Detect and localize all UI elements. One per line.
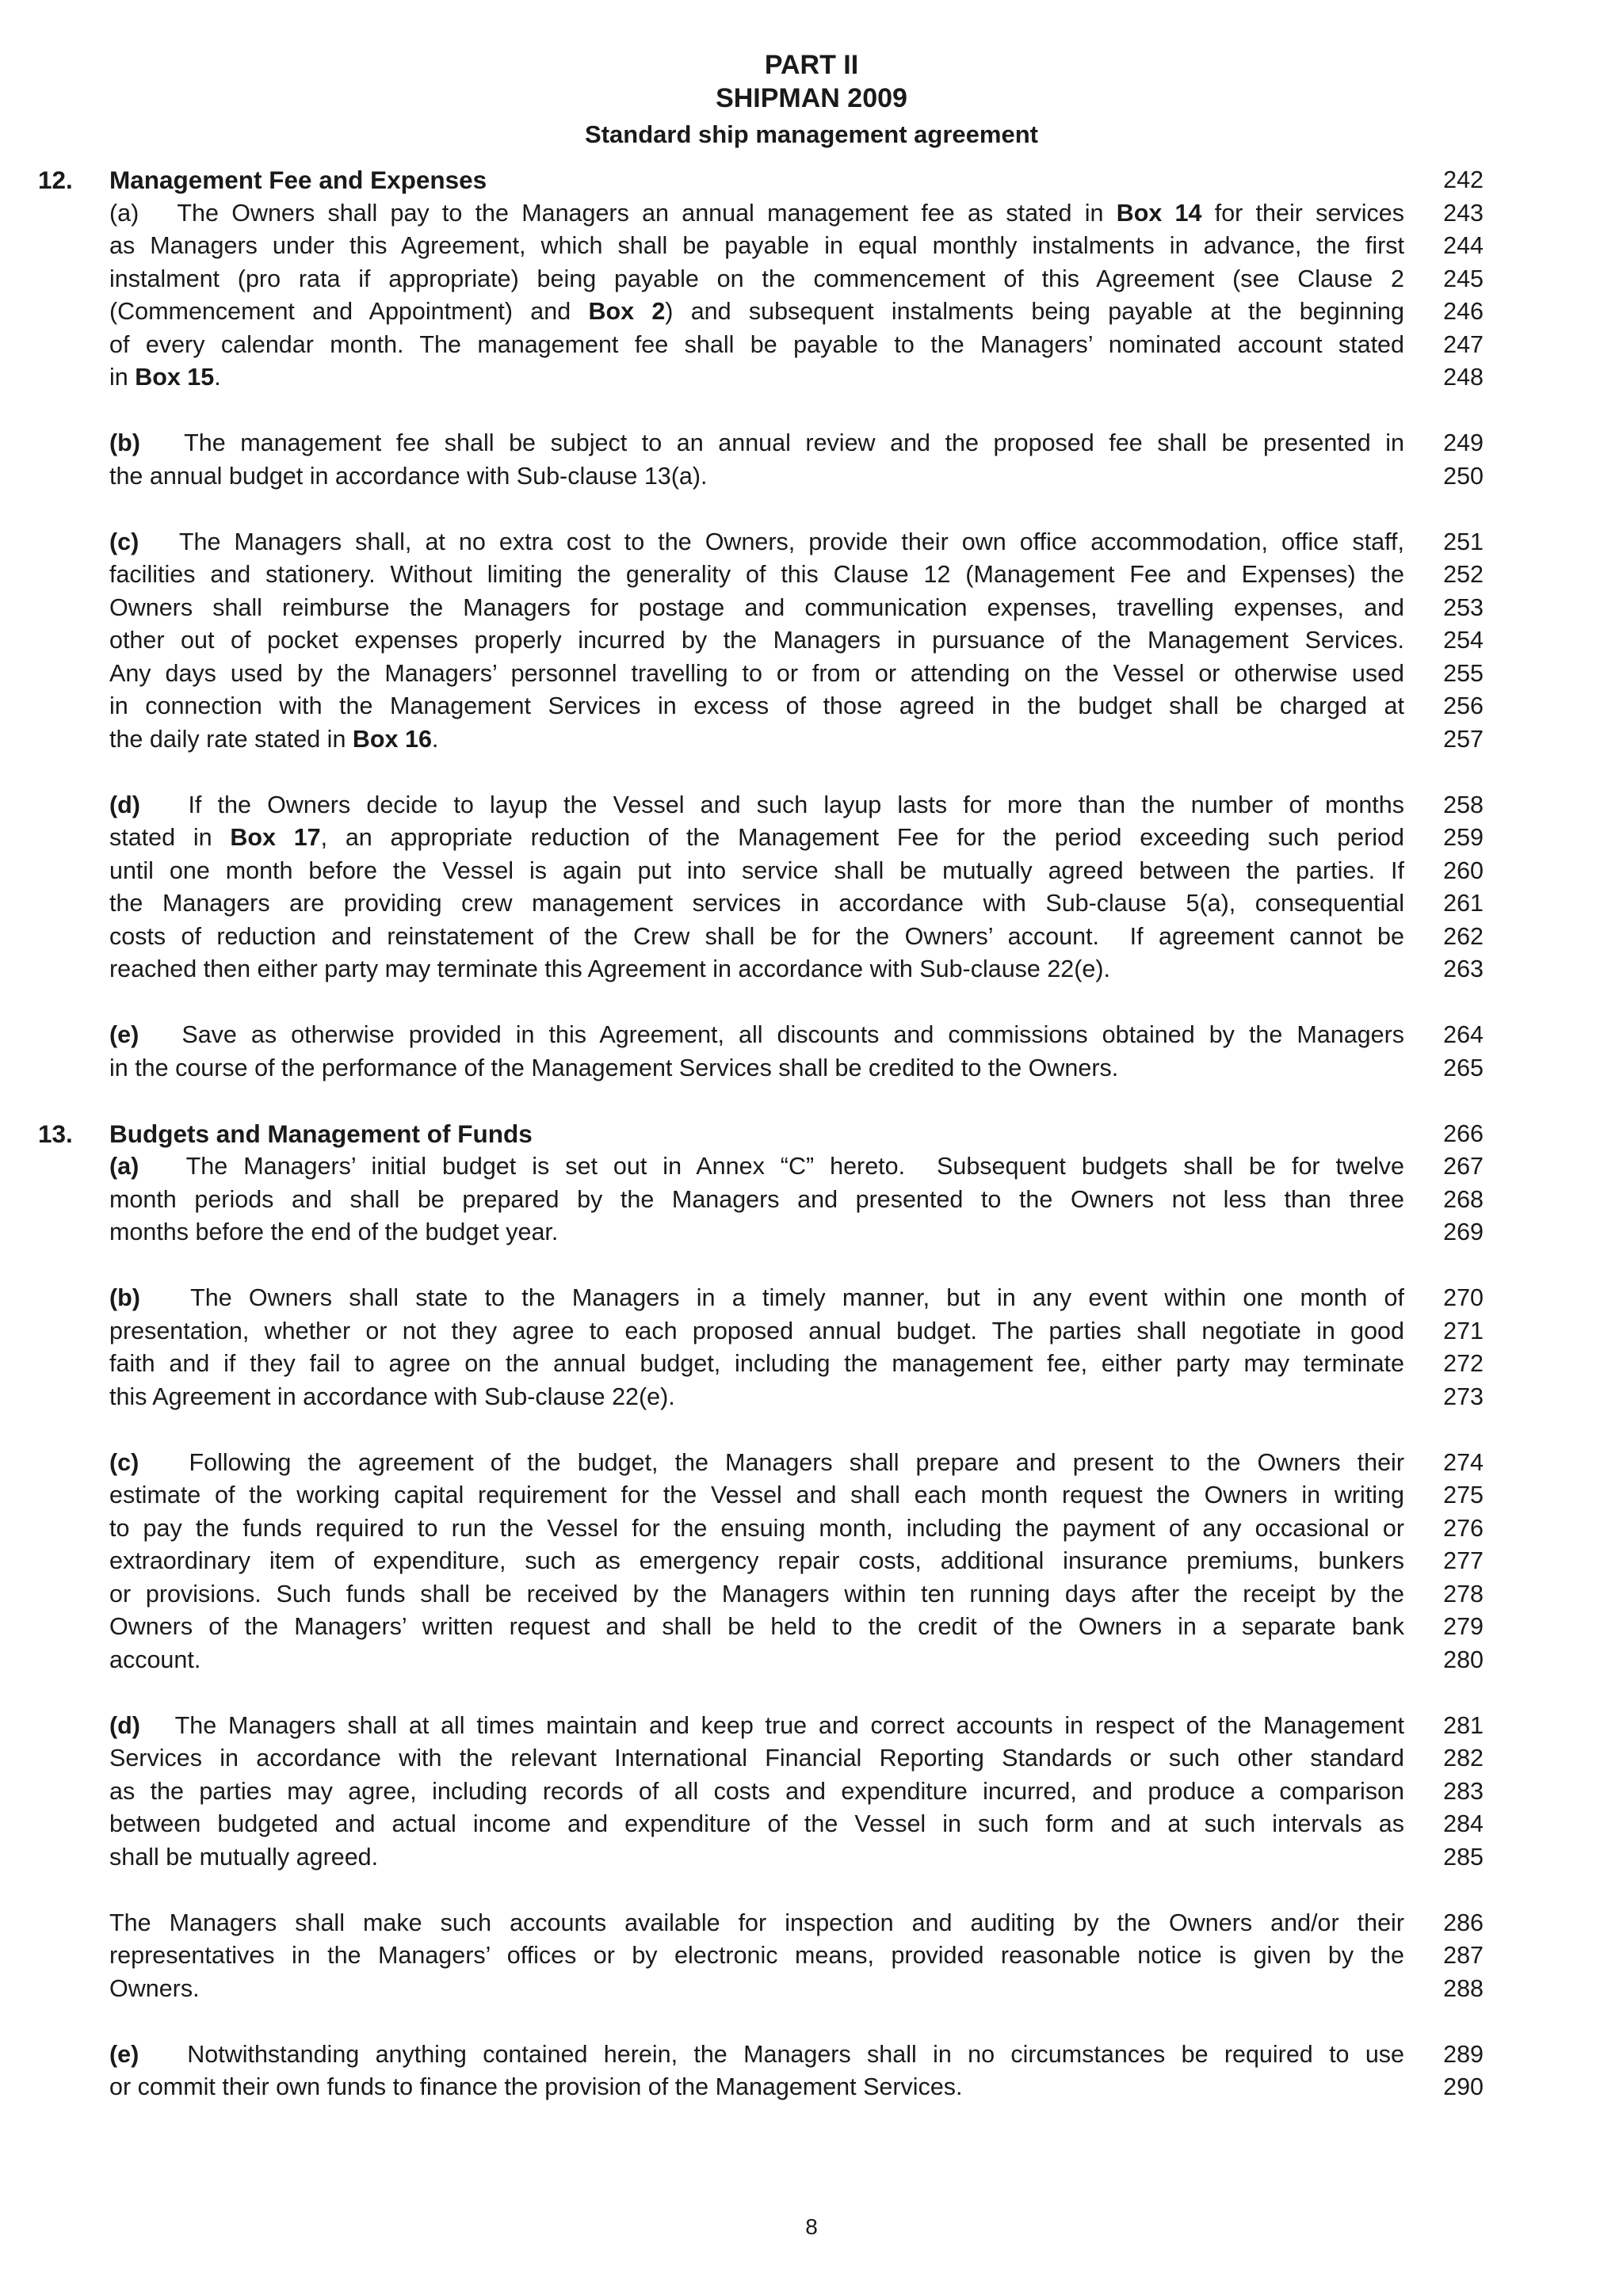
line-text [109,1545,1404,1578]
text-segment: The management fee shall be subject to an annual review and the proposed fee shall be presented in [139,429,1404,456]
text-segment: instalment (pro rata if appropriate) being payable on the commencement of this Agreement (see Clause 2 [109,265,1404,292]
line-text [109,855,1404,888]
line-number: 275 [1443,1482,1484,1508]
line-number: 260 [1443,856,1484,884]
line-text [109,1381,1404,1414]
text-line [0,1479,1623,1512]
line-number: 279 [1443,1613,1484,1640]
line-number: 277 [1443,1547,1484,1574]
line-text [109,624,1404,658]
line-number: 286 [1443,1909,1484,1936]
text-line [0,1841,1623,1875]
bold-text: Box 14 [1116,199,1202,227]
bold-text: (e) [109,1021,139,1048]
text-line [0,1282,1623,1315]
line-text [109,329,1404,362]
line-text [109,789,1404,822]
document-subtitle: Standard ship management agreement [585,120,1038,148]
line-text [109,1973,1404,2006]
subclause-12b [0,427,1623,493]
text-segment: Any days used by the Managers’ personnel travelling to or from or attending on the Vessel or otherwise used [109,659,1404,687]
line-text [109,1216,1404,1249]
line-number: 244 [1443,232,1484,259]
text-segment: other out of pocket expenses properly incurred by the Managers in pursuance of the Management Services. [109,627,1404,654]
text-line [0,361,1623,395]
line-number: 287 [1443,1942,1484,1969]
line-number: 273 [1443,1383,1484,1410]
text-segment: The Managers’ initial budget is set out in Annex “C” hereto. Subsequent budgets shall be for twelve [139,1153,1404,1180]
line-number: 262 [1443,922,1484,950]
text-line [0,1184,1623,1217]
text-line [0,1710,1623,1743]
line-number: 290 [1443,2073,1484,2100]
text-line [0,1578,1623,1611]
bold-text: (c) [109,1448,139,1476]
line-number: 243 [1443,199,1484,227]
line-number: 259 [1443,824,1484,851]
text-segment: . [214,364,221,391]
text-segment: account. [109,1646,201,1673]
text-segment: presentation, whether or not they agree to each proposed annual budget. The parties shall negotiate in good [109,1317,1404,1344]
text-segment: The Managers shall, at no extra cost to the Owners, provide their own office accommodation, office staff, [139,528,1404,555]
text-line [0,230,1623,263]
line-text [109,1841,1404,1875]
line-text [109,197,1404,231]
line-number: 266 [1443,1119,1484,1147]
line-number: 284 [1443,1810,1484,1837]
line-text [109,921,1404,954]
agreement-body [0,164,1623,2104]
line-number: 264 [1443,1021,1484,1048]
line-text [109,2039,1404,2072]
line-text [109,658,1404,691]
text-segment: the annual budget in accordance with Sub-clause 13(a). [109,462,708,490]
text-segment: Owners. [109,1974,200,2002]
text-segment: (a) The Owners shall pay to the Managers an annual management fee as stated in [109,199,1117,227]
bold-text: Box 16 [352,725,432,753]
subclause-12a [0,197,1623,395]
text-segment: as Managers under this Agreement, which shall be payable in equal monthly instalments in advance, the first [109,232,1404,259]
text-line [0,296,1623,329]
text-segment: Owners shall reimburse the Managers for postage and communication expenses, travelling expenses, and [109,593,1404,621]
text-line [0,460,1623,494]
text-line [0,1973,1623,2006]
text-segment: Services in accordance with the relevant International Financial Reporting Standards or such other standard [109,1745,1404,1772]
line-number: 280 [1443,1646,1484,1673]
text-segment: costs of reduction and reinstatement of the Crew shall be for the Owners’ account. If agreement cannot be [109,922,1404,950]
text-line [0,887,1623,921]
line-number: 245 [1443,265,1484,292]
text-segment: estimate of the working capital requirement for the Vessel and shall each month request the Owners in writing [109,1482,1404,1508]
subclause-13e [0,2039,1623,2104]
line-text [109,1939,1404,1973]
line-text [109,1710,1404,1743]
text-line [0,1611,1623,1644]
line-text [109,1907,1404,1940]
line-number: 270 [1443,1284,1484,1311]
text-segment: If the Owners decide to layup the Vessel and such layup lasts for more than the number of months [139,791,1404,818]
line-number: 258 [1443,791,1484,818]
line-number: 274 [1443,1448,1484,1476]
text-segment: reached then either party may terminate this Agreement in accordance with Sub-clause 22(e). [109,955,1111,982]
line-text [109,1315,1404,1348]
line-text [109,1512,1404,1546]
line-text [109,1611,1404,1644]
line-number: 267 [1443,1153,1484,1180]
bold-text: Box 15 [135,364,215,391]
text-line [0,1052,1623,1085]
text-line [0,690,1623,723]
text-line [0,197,1623,231]
text-line [0,921,1623,954]
text-segment: for their services [1201,199,1404,227]
line-number: 257 [1443,725,1484,753]
line-text [109,1808,1404,1841]
line-text [109,296,1404,329]
bold-text: (b) [109,429,140,456]
clause-13 [0,1118,1623,2104]
text-line [0,2071,1623,2104]
text-segment: , an appropriate reduction of the Management Fee for the period exceeding such period [320,824,1404,851]
text-line [0,1348,1623,1381]
line-number: 276 [1443,1514,1484,1542]
text-segment: in connection with the Management Services in excess of those agreed in the budget shall be charged at [109,692,1404,719]
clause-12 [0,164,1623,1085]
line-number: 285 [1443,1843,1484,1871]
text-line [0,427,1623,460]
line-text [109,460,1404,494]
line-number: 250 [1443,462,1484,490]
text-segment: shall be mutually agreed. [109,1843,379,1871]
clause-number: 12. [38,166,73,194]
line-number: 249 [1443,429,1484,456]
text-segment: until one month before the Vessel is again put into service shall be mutually agreed between the parties. If [109,856,1404,884]
text-segment: ) and subsequent instalments being payable at the beginning [665,298,1404,325]
text-line [0,855,1623,888]
line-text [109,1644,1404,1677]
line-text [109,559,1404,592]
text-segment: facilities and stationery. Without limiting the generality of this Clause 12 (Management Fee and Expenses) the [109,561,1404,588]
text-segment: this Agreement in accordance with Sub-clause 22(e). [109,1383,675,1410]
text-segment: The Managers shall at all times maintain and keep true and correct accounts in respect of the Management [139,1711,1404,1739]
line-text [109,1282,1404,1315]
text-segment: or commit their own funds to finance the provision of the Management Services. [109,2073,963,2100]
text-line [0,1150,1623,1184]
text-line [0,526,1623,559]
bold-text: (d) [109,791,140,818]
text-line [0,1381,1623,1414]
bold-text: (c) [109,528,139,555]
part-heading: PART II [764,50,859,80]
line-number: 253 [1443,593,1484,621]
subclause-12e [0,1019,1623,1085]
line-text [109,1150,1404,1184]
line-text [109,230,1404,263]
line-text [109,887,1404,921]
subclause-12c [0,526,1623,757]
line-text [109,1184,1404,1217]
text-segment: extraordinary item of expenditure, such as emergency repair costs, additional insurance premiums, bunkers [109,1547,1404,1574]
line-text [109,822,1404,855]
text-line [0,658,1623,691]
line-number: 288 [1443,1974,1484,2002]
line-number: 263 [1443,955,1484,982]
line-number: 261 [1443,890,1484,917]
text-line [0,263,1623,296]
clause-title-row [0,164,1623,197]
line-number: 282 [1443,1745,1484,1772]
line-text [109,427,1404,460]
line-text [109,263,1404,296]
bold-text: (a) [109,1153,139,1180]
text-segment: The Owners shall state to the Managers in a timely manner, but in any event within one month of [139,1284,1404,1311]
text-segment: The Managers shall make such accounts available for inspection and auditing by the Owners and/or their [109,1909,1404,1936]
line-number: 248 [1443,364,1484,391]
text-line [0,592,1623,625]
line-text [109,1775,1404,1809]
text-line [0,329,1623,362]
text-segment: in the course of the performance of the Management Services shall be credited to the Owners. [109,1054,1119,1081]
subclause-12d [0,789,1623,986]
text-line [0,624,1623,658]
text-segment: (Commencement and Appointment) and [109,298,589,325]
text-segment: or provisions. Such funds shall be received by the Managers within ten running days after the receipt by the [109,1580,1404,1608]
text-line [0,822,1623,855]
text-line [0,1019,1623,1052]
line-text [109,1447,1404,1480]
text-segment: month periods and shall be prepared by the Managers and presented to the Owners not less than three [109,1185,1404,1213]
line-number: 242 [1443,166,1484,193]
line-number: 252 [1443,561,1484,588]
clause-title-row [0,1118,1623,1151]
clause-title: Budgets and Management of Funds [109,1119,533,1148]
line-text [109,1052,1404,1085]
line-number: 271 [1443,1317,1484,1344]
text-segment: Following the agreement of the budget, the Managers shall prepare and present to the Owners their [139,1448,1404,1476]
line-number: 254 [1443,627,1484,654]
line-number: 246 [1443,298,1484,325]
line-number: 268 [1443,1185,1484,1213]
line-number: 269 [1443,1219,1484,1245]
text-line [0,789,1623,822]
bold-text: (d) [109,1711,140,1739]
text-segment: stated in [109,824,231,851]
bold-text: (b) [109,1284,140,1311]
line-number: 281 [1443,1711,1484,1739]
text-line [0,1808,1623,1841]
line-text [109,1742,1404,1775]
text-segment: to pay the funds required to run the Vessel for the ensuing month, including the payment of any occasional or [109,1514,1404,1542]
text-line [0,1447,1623,1480]
text-segment: between budgeted and actual income and expenditure of the Vessel in such form and at such intervals as [109,1810,1404,1837]
bold-text: (e) [109,2040,139,2068]
subclause-13b [0,1282,1623,1413]
line-number: 247 [1443,330,1484,358]
line-text [109,723,1404,757]
text-segment: the daily rate stated in [109,725,353,753]
text-segment: . [431,725,439,753]
text-line [0,723,1623,757]
line-number: 283 [1443,1777,1484,1805]
text-line [0,1512,1623,1546]
line-number: 256 [1443,692,1484,719]
line-number: 265 [1443,1054,1484,1081]
subclause-13c [0,1447,1623,1677]
bold-text: Box 2 [588,298,666,325]
text-line [0,953,1623,986]
line-text [109,592,1404,625]
text-line [0,1315,1623,1348]
text-segment: as the parties may agree, including records of all costs and expenditure incurred, and produce a comparison [109,1777,1404,1805]
page-number: 8 [805,2214,818,2239]
line-number: 255 [1443,659,1484,687]
line-number: 272 [1443,1350,1484,1377]
text-line [0,1742,1623,1775]
text-segment: in [109,364,136,391]
subclause-13d-continued [0,1907,1623,2006]
clause-number: 13. [38,1119,73,1148]
text-line [0,1939,1623,1973]
line-text [109,1019,1404,1052]
text-line [0,1216,1623,1249]
line-text [109,690,1404,723]
line-text [109,526,1404,559]
text-line [0,559,1623,592]
text-segment: faith and if they fail to agree on the annual budget, including the management fee, either party may terminate [109,1350,1404,1377]
line-text [109,1348,1404,1381]
line-text [109,1479,1404,1512]
text-line [0,2039,1623,2072]
line-number: 278 [1443,1580,1484,1608]
text-segment: of every calendar month. The management fee shall be payable to the Managers’ nominated account stated [109,330,1404,358]
text-segment: representatives in the Managers’ offices or by electronic means, provided reasonable notice is given by the [109,1942,1404,1969]
line-number: 289 [1443,2040,1484,2068]
subclause-13a [0,1150,1623,1249]
text-segment: the Managers are providing crew management services in accordance with Sub-clause 5(a), consequential [109,890,1404,917]
line-text [109,2071,1404,2104]
text-segment: Save as otherwise provided in this Agreement, all discounts and commissions obtained by the Managers [139,1021,1404,1048]
form-name-heading: SHIPMAN 2009 [716,83,907,113]
text-line [0,1907,1623,1940]
text-line [0,1644,1623,1677]
text-line [0,1545,1623,1578]
clause-title: Management Fee and Expenses [109,166,487,194]
text-segment: months before the end of the budget year. [109,1219,559,1245]
line-text [109,1578,1404,1611]
text-segment: Notwithstanding anything contained herein, the Managers shall in no circumstances be required to use [139,2040,1404,2068]
text-segment: Owners of the Managers’ written request and shall be held to the credit of the Owners in a separate bank [109,1613,1404,1640]
subclause-13d [0,1710,1623,1875]
text-line [0,1775,1623,1809]
line-number: 251 [1443,528,1484,555]
line-text [109,953,1404,986]
bold-text: Box 17 [230,824,321,851]
line-text [109,361,1404,395]
